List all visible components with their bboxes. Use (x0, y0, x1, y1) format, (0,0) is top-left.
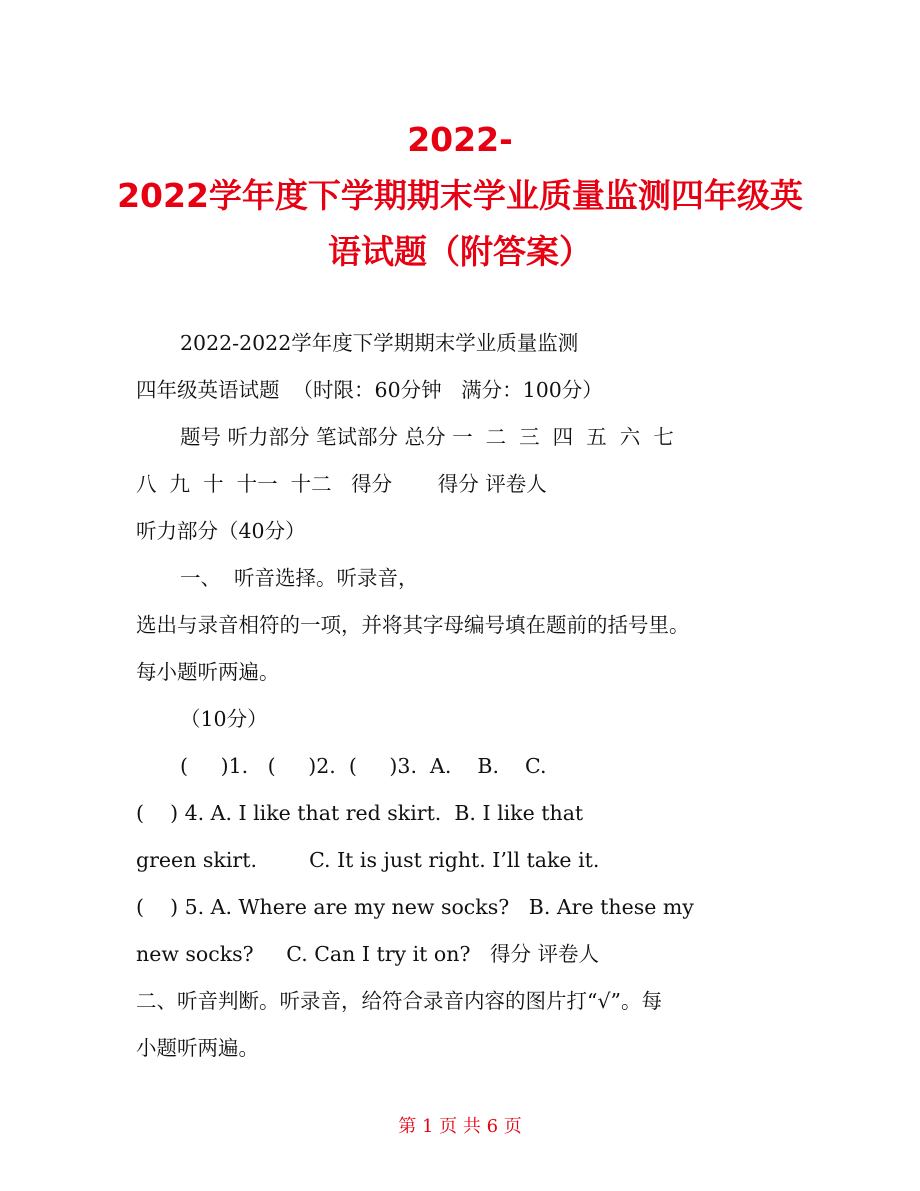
title-line-3: 语试题（附答案） (328, 232, 592, 271)
body-line: （10分） (180, 707, 268, 731)
body-line: 二、听音判断。听录音，给符合录音内容的图片打“√”。每 (136, 989, 663, 1013)
document-title (100, 112, 820, 280)
document-body (136, 320, 796, 1072)
body-line: 听力部分（40分） (136, 519, 306, 543)
body-line: new socks? C. Can I try it on? 得分 评卷人 (136, 942, 600, 966)
body-line: green skirt. C. It is just right. I’ll take it. (136, 848, 600, 872)
title-line-1: 2022- (407, 120, 513, 159)
body-line: 四年级英语试题 （时限：60分钟 满分：100分） (136, 378, 603, 402)
body-line: 题号 听力部分 笔试部分 总分 一 二 三 四 五 六 七 (180, 425, 674, 449)
body-line: 一、 听音选择。听录音， (180, 566, 419, 590)
body-line: ( ) 4. A. I like that red skirt. B. I like that (136, 801, 584, 825)
body-line: 小题听两遍。 (136, 1036, 259, 1060)
body-line: ( )1. ( )2. ( )3. A. B. C. (180, 754, 547, 778)
body-line: 选出与录音相符的一项，并将其字母编号填在题前的括号里。 (136, 613, 690, 637)
body-line: 八 九 十 十一 十二 得分 得分 评卷人 (136, 472, 547, 496)
body-line: ( ) 5. A. Where are my new socks? B. Are these my (136, 895, 694, 919)
page-number-footer: 第 1 页 共 6 页 (398, 1116, 522, 1137)
body-line: 每小题听两遍。 (136, 660, 280, 684)
title-line-2: 2022学年度下学期期末学业质量监测四年级英 (117, 176, 803, 215)
body-line: 2022-2022学年度下学期期末学业质量监测 (180, 331, 579, 355)
